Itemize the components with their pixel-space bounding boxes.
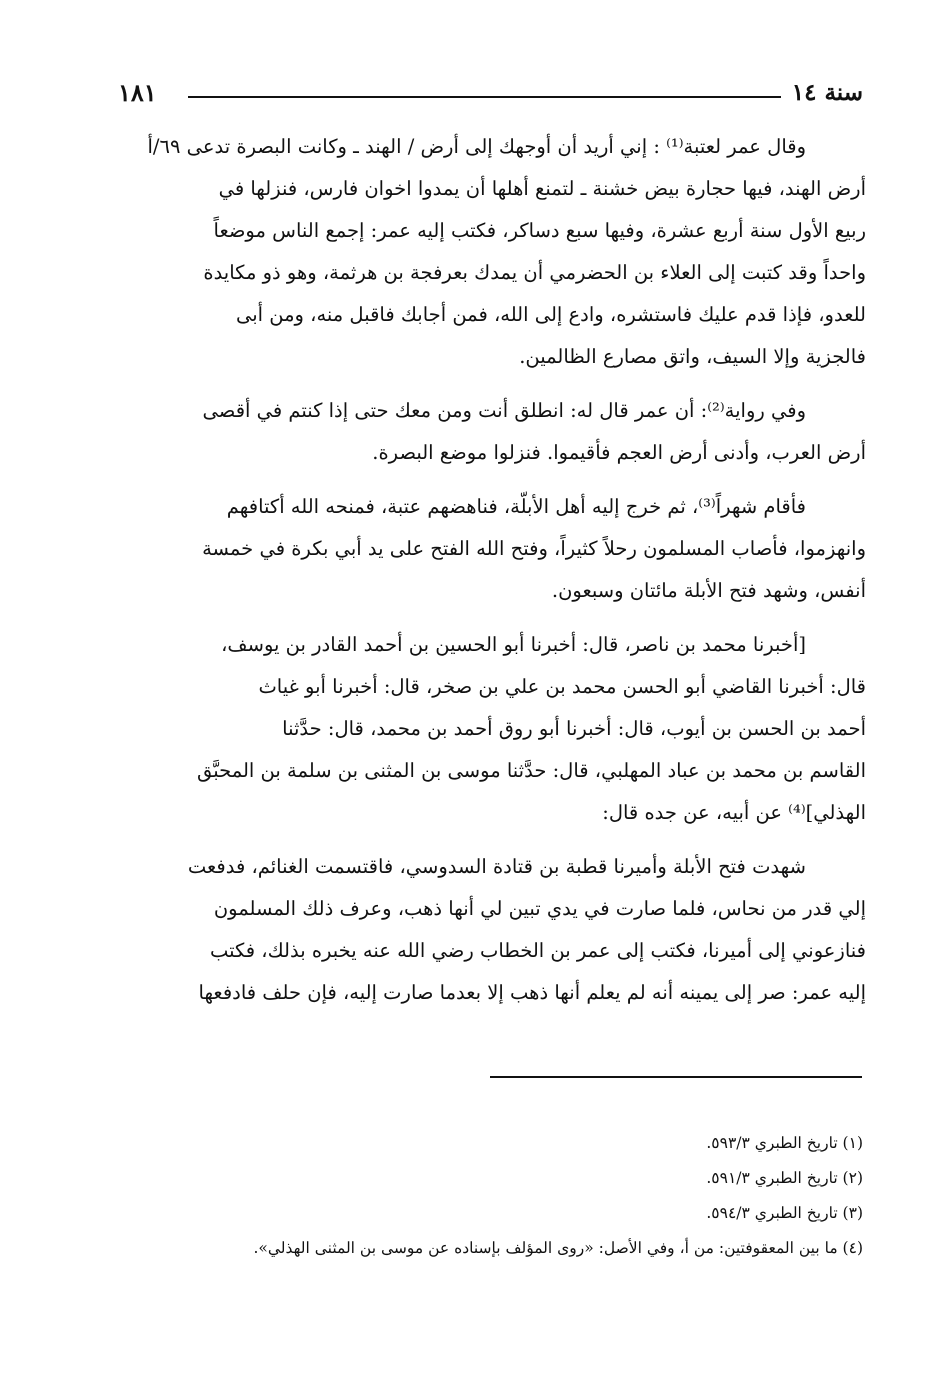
- paragraph-gap: [108, 474, 866, 486]
- footnotes: [163, 1126, 863, 1266]
- paragraph: [108, 624, 866, 834]
- text-line: فنازعوني إلى أميرنا، فكتب إلى عمر بن الخطاب رضي الله عنه يخبره بذلك، فكتب: [209, 939, 866, 962]
- header-year-label: سنة ١٤: [791, 79, 863, 106]
- text-line: فأقام شهراً⁽³⁾، ثم خرج إليه أهل الأبلّة، فناهضهم عتبة، فمنحه الله أكتافهم: [226, 495, 806, 518]
- footnote-separator: [490, 1076, 862, 1078]
- text-line: القاسم بن محمد بن عباد المهلبي، قال: حدَّثنا موسى بن المثنى بن سلمة بن المحبَّق: [196, 759, 866, 782]
- text-line: إليه عمر: صر إلى يمينه أنه لم يعلم أنها ذهب إلا بعدما صارت إليه، فإن حلف فادفعها: [198, 981, 866, 1004]
- paragraph-gap: [108, 612, 866, 624]
- running-header: [118, 78, 863, 112]
- text-line: قال: أخبرنا القاضي أبو الحسن محمد بن علي بن صخر، قال: أخبرنا أبو غياث: [258, 675, 866, 698]
- footnote: (٢) تاريخ الطبري ٥٩١/٣.: [706, 1169, 863, 1187]
- text-line: فالجزية وإلا السيف، واتق مصارع الظالمين.: [519, 345, 866, 368]
- footnote: (٤) ما بين المعقوفتين: من أ، وفي الأصل: «روى المؤلف بإسناده عن موسى بن المثنى الهذلي».: [253, 1239, 863, 1257]
- text-line: وفي رواية⁽²⁾: أن عمر قال له: انطلق أنت ومن معك حتى إذا كنتم في أقصى: [202, 399, 806, 422]
- text-line: أنفس، وشهد فتح الأبلة مائتان وسبعون.: [551, 579, 866, 602]
- paragraph-gap: [108, 834, 866, 846]
- header-rule: [188, 96, 781, 98]
- paragraph: [108, 486, 866, 612]
- text-line: إلي قدر من نحاس، فلما صارت في يدي تبين لي أنها ذهب، وعرف ذلك المسلمون: [213, 897, 866, 920]
- text-line: أحمد بن الحسن بن أيوب، قال: أخبرنا أبو روق أحمد بن محمد، قال: حدَّثنا: [282, 717, 866, 740]
- text-line: واحداً وقد كتبت إلى العلاء بن الحضرمي أن يمدك بعرفجة بن هرثمة، وهو ذو مكايدة: [203, 261, 866, 284]
- text-line: أرض العرب، وأدنى أرض العجم فأقيموا. فنزلوا موضع البصرة.: [372, 441, 866, 464]
- footnote: (٣) تاريخ الطبري ٥٩٤/٣.: [706, 1204, 863, 1222]
- paragraph: [108, 390, 866, 474]
- text-line: شهدت فتح الأبلة وأميرنا قطبة بن قتادة السدوسي، فاقتسمت الغنائم، فدفعت: [187, 855, 806, 878]
- paragraph-gap: [108, 378, 866, 390]
- text-line: الهذلي]⁽⁴⁾ عن أبيه، عن جده قال:: [602, 801, 866, 824]
- page-number: ١٨١: [118, 78, 157, 107]
- text-line: أرض الهند، فيها حجارة بيض خشنة ـ لتمنع أهلها أن يمدوا اخوان فارس، فنزلها في: [218, 177, 866, 200]
- footnote: (١) تاريخ الطبري ٥٩٣/٣.: [706, 1134, 863, 1152]
- text-line: ربيع الأول سنة أربع عشرة، وفيها سبع دساكر، فكتب إليه عمر: إجمع الناس موضعاً: [213, 219, 866, 242]
- text-line: وقال عمر لعتبة⁽¹⁾ : إني أريد أن أوجهك إلى أرض / الهند ـ وكانت البصرة تدعى ٦٩/أ: [147, 135, 806, 158]
- text-line: للعدو، فإذا قدم عليك فاستشره، وادع إلى الله، فمن أجابك فاقبل منه، ومن أبى: [235, 303, 866, 326]
- paragraph: [108, 846, 866, 1014]
- paragraph: [108, 126, 866, 378]
- text-line: وانهزموا، فأصاب المسلمون رحلاً كثيراً، وفتح الله الفتح على يد أبي بكرة في خمسة: [202, 537, 866, 560]
- main-text: [108, 126, 866, 1014]
- text-line: [أخبرنا محمد بن ناصر، قال: أخبرنا أبو الحسين بن أحمد القادر بن يوسف،: [221, 633, 806, 656]
